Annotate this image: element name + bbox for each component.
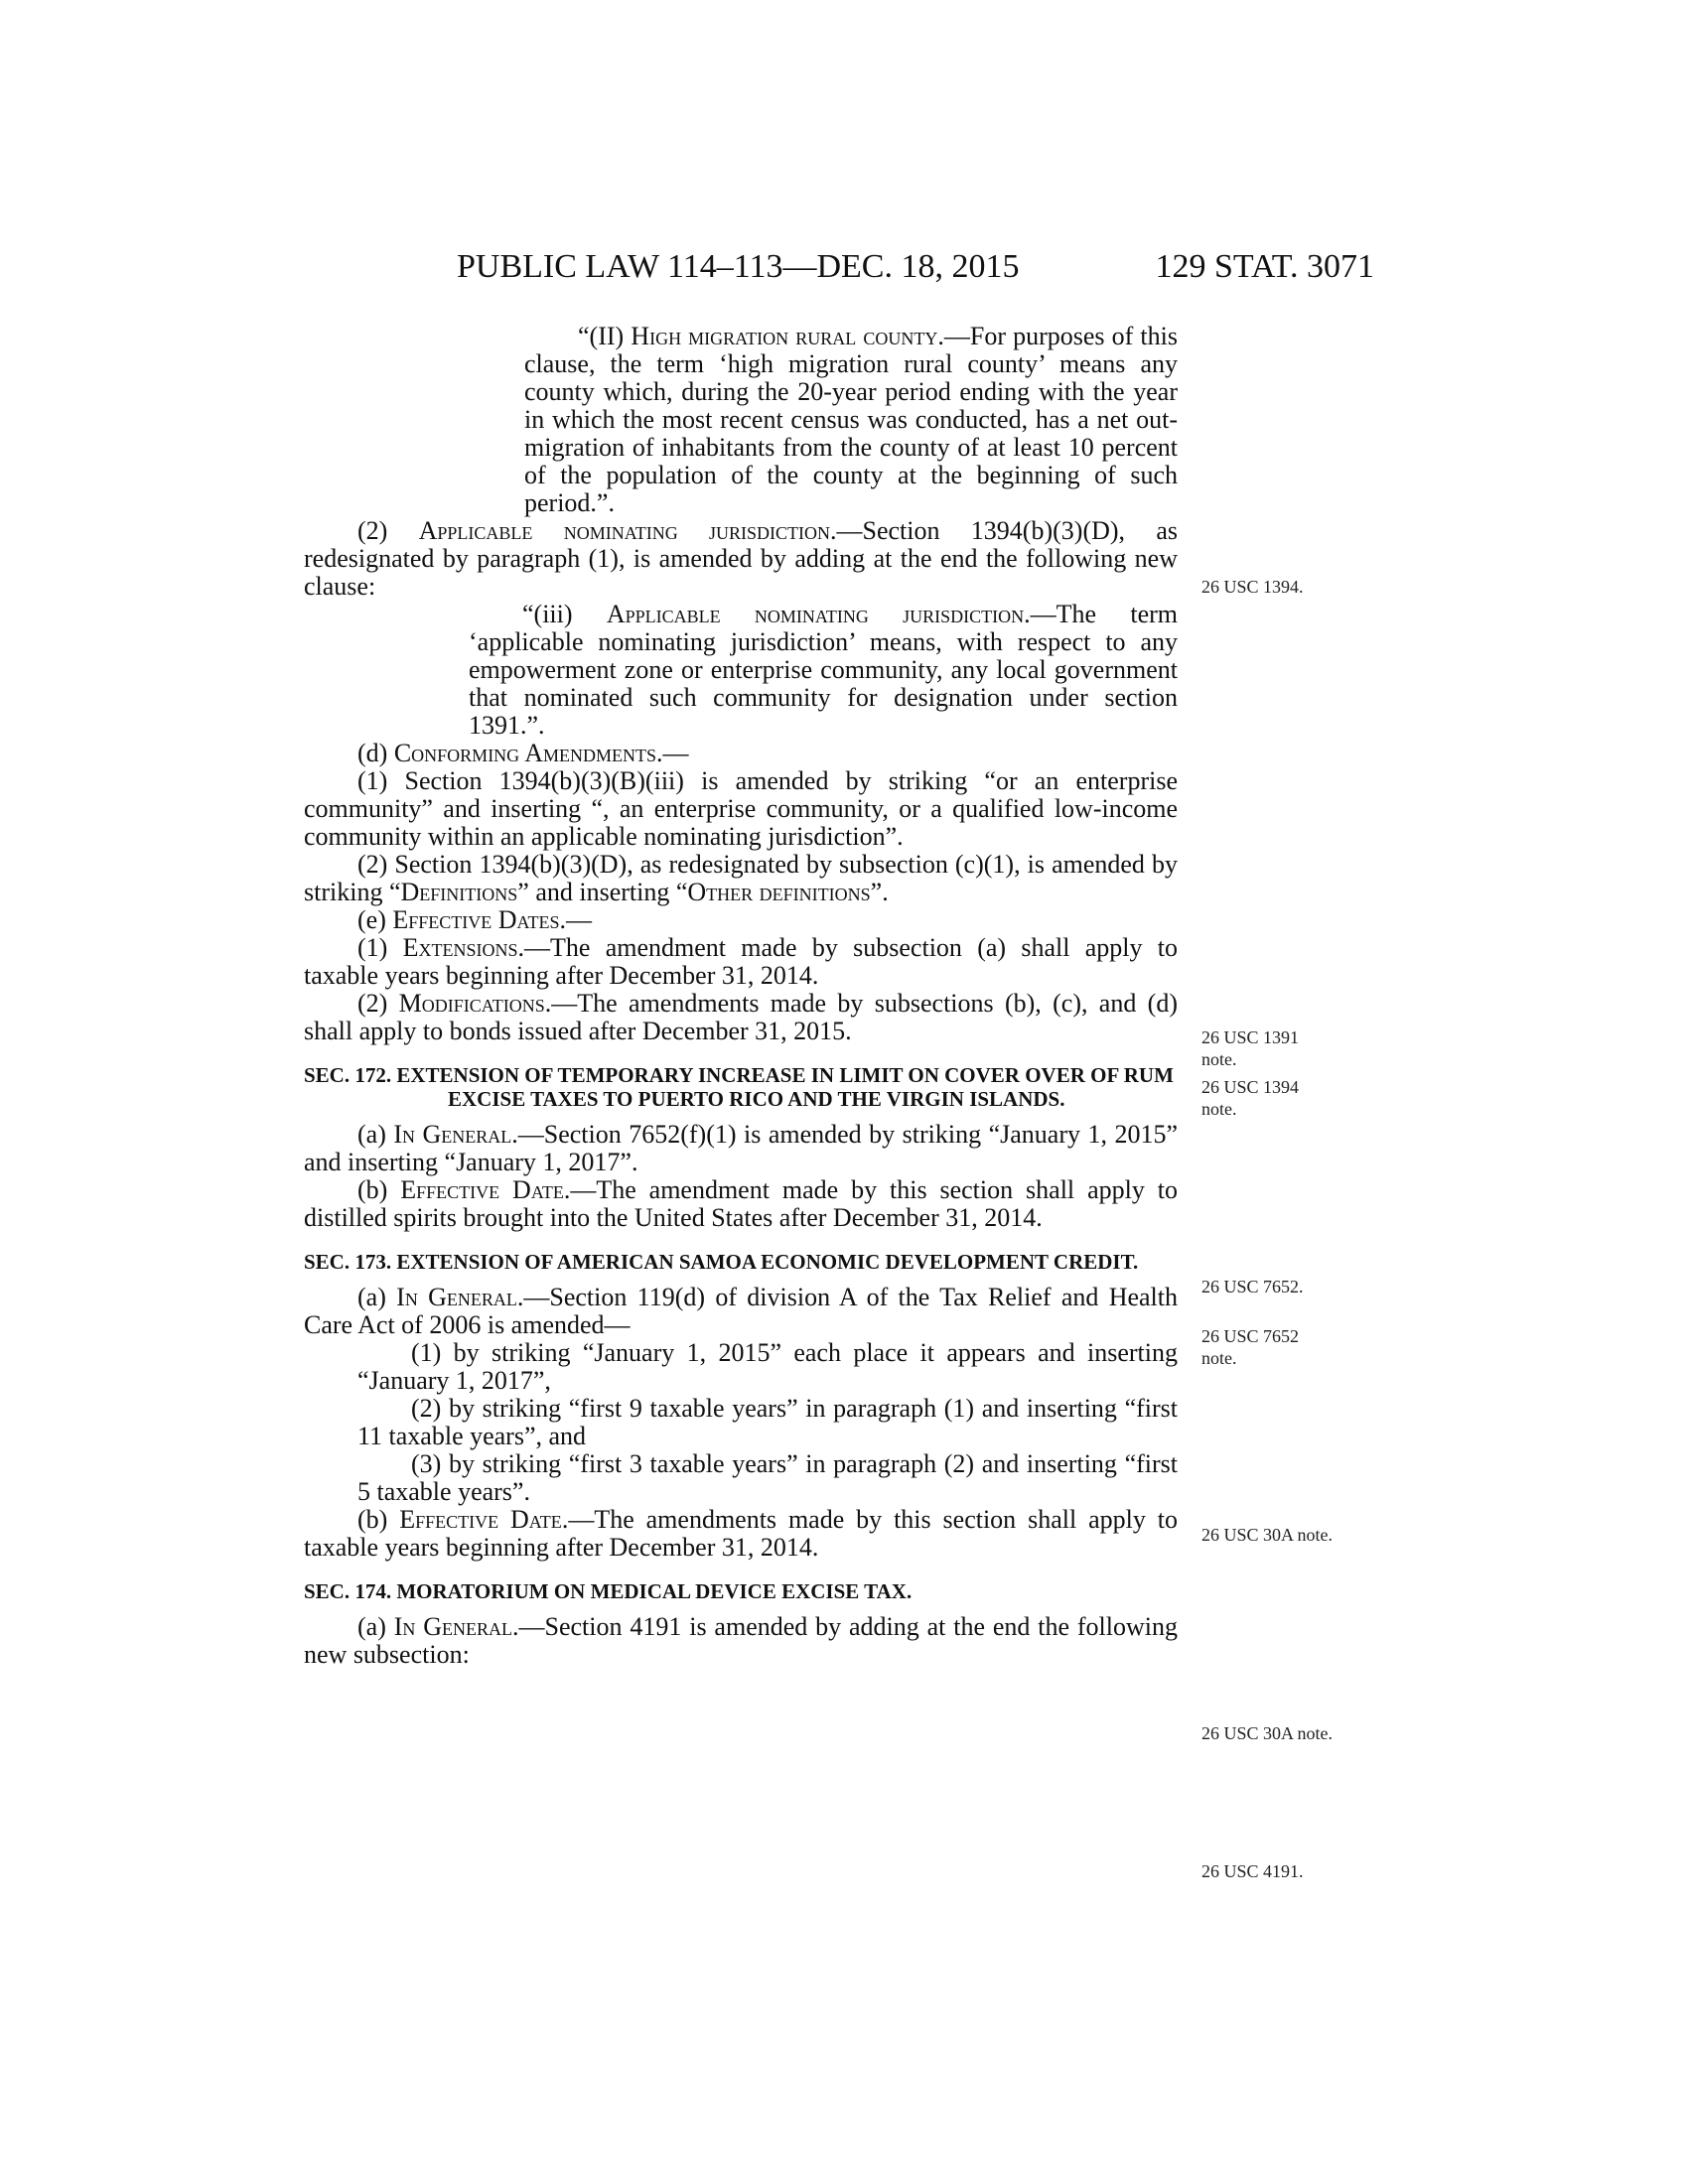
section-174-subsection-a: (a) In General.—Section 4191 is amended by adding at the end the following new subsection: — [304, 1612, 1178, 1669]
subsection-conforming-amendments: (d) Conforming Amendments.— — [357, 739, 689, 767]
margin-note-26-usc-30a-second: 26 USC 30A note. — [1201, 1723, 1334, 1743]
margin-note-26-usc-1394: 26 USC 1394. — [1201, 577, 1304, 597]
heading-caps: Applicable nominating jurisdiction — [418, 516, 831, 545]
clause-applicable-nominating-jurisdiction: “(iii) Applicable nominating jurisdiction.—The term ‘applicable nominating jurisdiction’ means, with respect to any empowerment zone or enterprise community, any local government that nominated such community for designation under section 1391.”. — [469, 600, 1179, 740]
heading-caps: Effective Dates — [392, 905, 560, 934]
subsection-effective-dates: (e) Effective Dates.— — [357, 905, 593, 934]
section-172-heading: SEC. 172. EXTENSION OF TEMPORARY INCREASE IN LIMIT ON COVER OVER OF RUM EXCISE TAXES TO PUERTO RICO AND THE VIRGIN ISLANDS. — [304, 1063, 1174, 1111]
margin-note-26-usc-7652-note: 26 USC 7652 note. — [1201, 1326, 1300, 1368]
heading-caps: Conforming Amendments — [393, 739, 657, 767]
section-173-item-1: (1) by striking “January 1, 2015” each place it appears and inserting “January 1, 2017”, — [357, 1338, 1178, 1395]
paragraph-e2-modifications: (2) Modifications.—The amendments made by subsections (b), (c), and (d) shall apply to bonds issued after December 31, 2015. — [304, 989, 1178, 1045]
running-header-page-number: 129 STAT. 3071 — [1155, 248, 1374, 285]
section-173-heading: SEC. 173. EXTENSION OF AMERICAN SAMOA ECONOMIC DEVELOPMENT CREDIT. — [304, 1250, 1139, 1274]
section-172-subsection-b: (b) Effective Date.—The amendment made by this section shall apply to distilled spirits brought into the United States after December 31, 2014. — [304, 1175, 1178, 1232]
section-174-heading: SEC. 174. MORATORIUM ON MEDICAL DEVICE EXCISE TAX. — [304, 1579, 913, 1603]
paragraph-e1-extensions: (1) Extensions.—The amendment made by subsection (a) shall apply to taxable years beginning after December 31, 2014. — [304, 933, 1178, 990]
section-173-subsection-b: (b) Effective Date.—The amendments made by this section shall apply to taxable years beginning after December 31, 2014. — [304, 1505, 1178, 1562]
section-173-subsection-a: (a) In General.—Section 119(d) of division A of the Tax Relief and Health Care Act of 2006 is amended— — [304, 1283, 1178, 1339]
heading-caps: Applicable nominating jurisdiction — [606, 600, 1025, 628]
margin-note-26-usc-7652: 26 USC 7652. — [1201, 1277, 1304, 1297]
paragraph-d1: (1) Section 1394(b)(3)(B)(iii) is amended by striking “or an enterprise community” and inserting “, an enterprise community, or a qualified low-income community within an applicable nominating jurisdiction”. — [304, 766, 1178, 851]
margin-note-26-usc-30a: 26 USC 30A note. — [1201, 1525, 1334, 1545]
margin-note-26-usc-4191: 26 USC 4191. — [1201, 1861, 1304, 1881]
section-172-subsection-a: (a) In General.—Section 7652(f)(1) is amended by striking “January 1, 2015” and inserting “January 1, 2017”. — [304, 1120, 1178, 1176]
clause-high-migration-rural-county: “(II) High migration rural county.—For purposes of this clause, the term ‘high migration rural county’ means any county which, during the 20-year period ending with the year in which the most recent census was conducted, has a net out-migration of inhabitants from the county of at least 10 percent of the population of the county at the beginning of such period.”. — [524, 322, 1178, 517]
heading-caps: High migration rural county — [631, 322, 938, 350]
document-body — [304, 323, 1178, 1669]
margin-note-26-usc-1391: 26 USC 1391 note. — [1201, 1027, 1300, 1069]
paragraph-d2: (2) Section 1394(b)(3)(D), as redesignated by subsection (c)(1), is amended by striking “Definitions” and inserting “Other definitions”. — [304, 850, 1178, 906]
paragraph-applicable-nominating-jurisdiction: (2) Applicable nominating jurisdiction.—Section 1394(b)(3)(D), as redesignated by paragraph (1), is amended by adding at the end the following new clause: — [304, 516, 1178, 601]
section-173-item-2: (2) by striking “first 9 taxable years” in paragraph (1) and inserting “first 11 taxable years”, and — [357, 1394, 1178, 1450]
running-header-citation: PUBLIC LAW 114–113—DEC. 18, 2015 — [457, 248, 1020, 285]
section-173-item-3: (3) by striking “first 3 taxable years” in paragraph (2) and inserting “first 5 taxable years”. — [357, 1449, 1178, 1506]
margin-note-26-usc-1394-note: 26 USC 1394 note. — [1201, 1077, 1300, 1119]
